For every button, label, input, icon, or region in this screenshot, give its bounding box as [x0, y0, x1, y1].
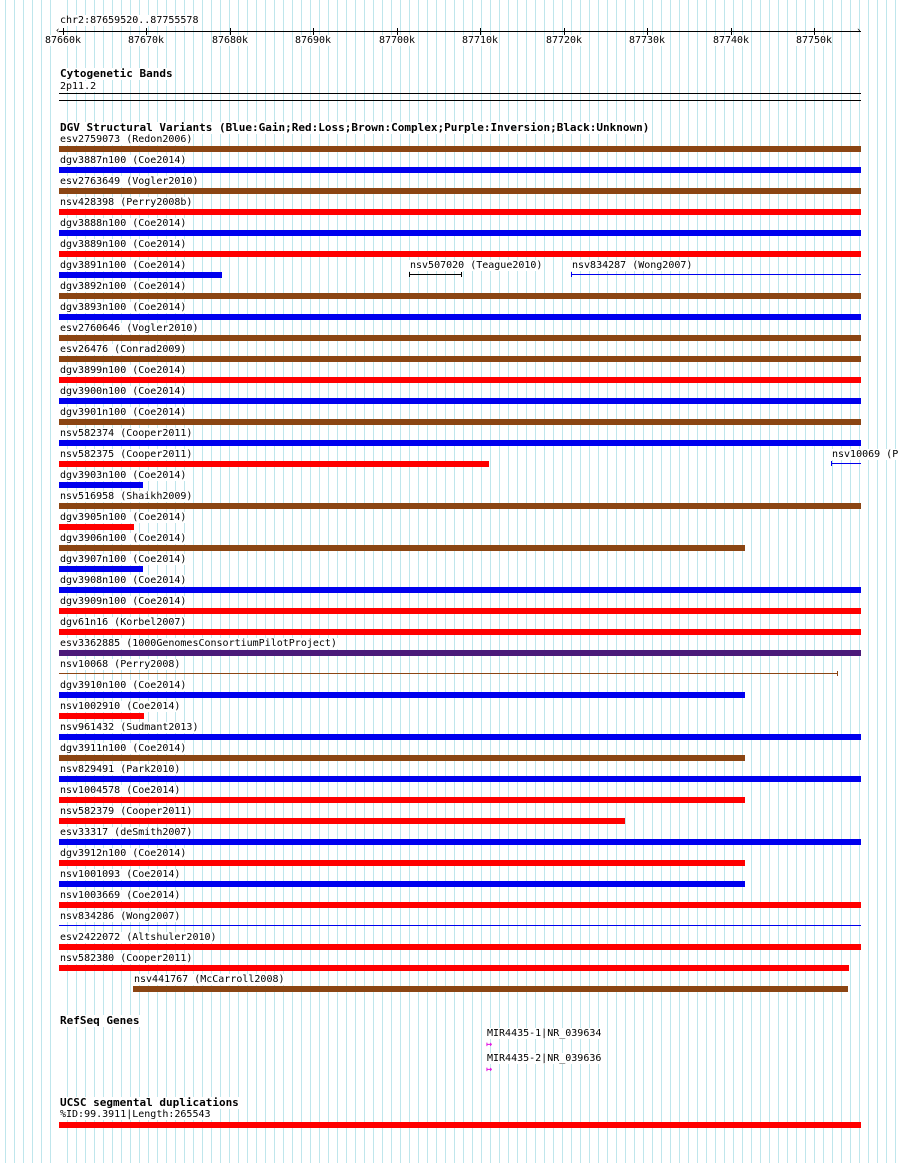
dgv-feature-label[interactable]: esv33317 (deSmith2007): [60, 827, 193, 838]
ruler-right-arrow-icon: ›: [856, 26, 862, 36]
dgv-feature-bar[interactable]: [59, 209, 861, 215]
dgv-feature-bar[interactable]: [59, 377, 861, 383]
dgv-feature-label[interactable]: esv2759073 (Redon2006): [60, 134, 193, 145]
refseq-track-title[interactable]: RefSeq Genes: [60, 1014, 140, 1027]
dgv-feature-label[interactable]: nsv441767 (McCarroll2008): [134, 974, 285, 985]
dgv-feature-bar[interactable]: [59, 965, 849, 971]
dgv-feature-bar[interactable]: [59, 524, 134, 530]
dgv-feature-label[interactable]: dgv3908n100 (Coe2014): [60, 575, 187, 586]
dgv-feature-bar[interactable]: [59, 482, 143, 488]
dgv-feature-label[interactable]: dgv3891n100 (Coe2014): [60, 260, 187, 271]
dgv-feature-label[interactable]: dgv3900n100 (Coe2014): [60, 386, 187, 397]
dgv-feature-endcap: [409, 272, 410, 277]
dgv-feature-bar[interactable]: [59, 944, 861, 950]
dgv-feature-bar[interactable]: [59, 860, 745, 866]
dgv-feature-bar[interactable]: [59, 587, 861, 593]
ruler-tick: [814, 28, 815, 35]
ruler-left-arrow-icon: ‹: [55, 26, 61, 36]
dgv-feature-label[interactable]: nsv834287 (Wong2007): [572, 260, 693, 271]
ruler-tick: [564, 28, 565, 35]
ruler-tick-label: 87740k: [712, 35, 750, 46]
cytoband-track-title[interactable]: Cytogenetic Bands: [60, 67, 173, 80]
dgv-feature-bar[interactable]: [59, 839, 861, 845]
dgv-feature-label[interactable]: dgv3903n100 (Coe2014): [60, 470, 187, 481]
dgv-feature-label[interactable]: nsv1004578 (Coe2014): [60, 785, 181, 796]
dgv-feature-label[interactable]: esv26476 (Conrad2009): [60, 344, 187, 355]
dgv-feature-label[interactable]: dgv3906n100 (Coe2014): [60, 533, 187, 544]
ruler-tick: [146, 28, 147, 35]
dgv-feature-bar[interactable]: [59, 188, 861, 194]
ruler-tick-label: 87660k: [44, 35, 82, 46]
dgv-feature-label[interactable]: esv3362885 (1000GenomesConsortiumPilotProject): [60, 638, 337, 649]
dgv-feature-label[interactable]: nsv582380 (Cooper2011): [60, 953, 193, 964]
dgv-feature-label[interactable]: nsv582375 (Cooper2011): [60, 449, 193, 460]
dgv-track-title[interactable]: DGV Structural Variants (Blue:Gain;Red:Loss;Brown:Complex;Purple:Inversion;Black:Unknown): [60, 121, 650, 134]
dgv-feature-line[interactable]: [571, 274, 861, 275]
ruler-range-label: chr2:87659520..87755578: [60, 15, 199, 26]
dgv-feature-bar[interactable]: [59, 335, 861, 341]
dgv-feature-label[interactable]: nsv507020 (Teague2010): [410, 260, 543, 271]
dgv-feature-line[interactable]: [409, 274, 461, 275]
refseq-gene-label[interactable]: MIR4435-2|NR_039636: [487, 1053, 602, 1064]
dgv-feature-bar[interactable]: [59, 734, 861, 740]
dgv-feature-label[interactable]: esv2760646 (Vogler2010): [60, 323, 199, 334]
ruler-tick: [313, 28, 314, 35]
dgv-feature-bar[interactable]: [59, 545, 745, 551]
dgv-feature-bar[interactable]: [59, 629, 861, 635]
dgv-feature-label[interactable]: dgv3889n100 (Coe2014): [60, 239, 187, 250]
dgv-feature-bar[interactable]: [59, 713, 144, 719]
dgv-feature-bar[interactable]: [59, 230, 861, 236]
ruler-tick-label: 87730k: [628, 35, 666, 46]
segdup-track-title[interactable]: UCSC segmental duplications: [60, 1096, 239, 1109]
dgv-feature-label[interactable]: nsv10068 (Perry2008): [60, 659, 181, 670]
ruler-tick: [480, 28, 481, 35]
dgv-feature-label[interactable]: nsv961432 (Sudmant2013): [60, 722, 199, 733]
dgv-feature-label[interactable]: dgv3912n100 (Coe2014): [60, 848, 187, 859]
dgv-feature-endcap: [831, 461, 832, 466]
dgv-feature-bar[interactable]: [59, 251, 861, 257]
dgv-feature-label[interactable]: dgv3909n100 (Coe2014): [60, 596, 187, 607]
dgv-feature-bar[interactable]: [59, 503, 861, 509]
dgv-feature-bar[interactable]: [59, 314, 861, 320]
dgv-feature-endcap: [571, 272, 572, 277]
ruler-tick-label: 87670k: [127, 35, 165, 46]
cytoband-label: 2p11.2: [60, 81, 97, 92]
ruler-tick-label: 87710k: [461, 35, 499, 46]
dgv-feature-bar[interactable]: [59, 902, 861, 908]
dgv-feature-label[interactable]: dgv3892n100 (Coe2014): [60, 281, 187, 292]
dgv-feature-line[interactable]: [59, 925, 861, 926]
dgv-feature-label[interactable]: nsv428398 (Perry2008b): [60, 197, 193, 208]
ruler-tick-label: 87700k: [378, 35, 416, 46]
gene-strand-arrow-icon[interactable]: ↦: [486, 1039, 493, 1050]
dgv-feature-label[interactable]: dgv3905n100 (Coe2014): [60, 512, 187, 523]
dgv-feature-bar[interactable]: [59, 293, 861, 299]
dgv-feature-bar[interactable]: [59, 272, 222, 278]
ruler-axis-line: [59, 31, 861, 32]
dgv-feature-label[interactable]: nsv10069 (P: [832, 449, 899, 460]
dgv-feature-label[interactable]: nsv1003669 (Coe2014): [60, 890, 181, 901]
dgv-feature-bar[interactable]: [59, 419, 861, 425]
cytoband-bar-top: [59, 93, 861, 94]
dgv-feature-label[interactable]: nsv582374 (Cooper2011): [60, 428, 193, 439]
dgv-feature-label[interactable]: dgv61n16 (Korbel2007): [60, 617, 187, 628]
dgv-feature-bar[interactable]: [59, 461, 489, 467]
dgv-feature-bar[interactable]: [59, 356, 861, 362]
cytoband-bar-bottom: [59, 100, 861, 101]
dgv-feature-endcap: [837, 671, 838, 676]
dgv-feature-bar[interactable]: [59, 692, 745, 698]
ruler-tick-label: 87750k: [795, 35, 833, 46]
dgv-feature-bar[interactable]: [59, 650, 861, 656]
ruler-tick: [647, 28, 648, 35]
dgv-feature-label[interactable]: nsv829491 (Park2010): [60, 764, 181, 775]
refseq-gene-label[interactable]: MIR4435-1|NR_039634: [487, 1028, 602, 1039]
dgv-feature-label[interactable]: dgv3888n100 (Coe2014): [60, 218, 187, 229]
dgv-feature-bar[interactable]: [59, 818, 625, 824]
dgv-feature-label[interactable]: dgv3910n100 (Coe2014): [60, 680, 187, 691]
dgv-feature-label[interactable]: dgv3901n100 (Coe2014): [60, 407, 187, 418]
segdup-feature-label[interactable]: %ID:99.3911|Length:265543: [60, 1109, 211, 1120]
dgv-feature-label[interactable]: nsv1001093 (Coe2014): [60, 869, 181, 880]
segdup-feature-bar[interactable]: [59, 1122, 861, 1128]
ruler-tick: [731, 28, 732, 35]
dgv-feature-label[interactable]: nsv516958 (Shaikh2009): [60, 491, 193, 502]
dgv-feature-label[interactable]: dgv3887n100 (Coe2014): [60, 155, 187, 166]
dgv-feature-bar[interactable]: [59, 776, 861, 782]
dgv-feature-label[interactable]: esv2422072 (Altshuler2010): [60, 932, 217, 943]
dgv-feature-bar[interactable]: [59, 755, 745, 761]
dgv-feature-label[interactable]: nsv582379 (Cooper2011): [60, 806, 193, 817]
dgv-feature-label[interactable]: esv2763649 (Vogler2010): [60, 176, 199, 187]
ruler-tick-label: 87680k: [211, 35, 249, 46]
dgv-feature-label[interactable]: dgv3899n100 (Coe2014): [60, 365, 187, 376]
dgv-feature-label[interactable]: nsv834286 (Wong2007): [60, 911, 181, 922]
dgv-feature-bar[interactable]: [59, 167, 861, 173]
dgv-feature-bar[interactable]: [59, 566, 143, 572]
ruler-tick-label: 87690k: [294, 35, 332, 46]
dgv-feature-bar[interactable]: [59, 398, 861, 404]
ruler-tick: [230, 28, 231, 35]
dgv-feature-endcap: [461, 272, 462, 277]
dgv-feature-bar[interactable]: [59, 881, 745, 887]
dgv-feature-bar[interactable]: [59, 146, 861, 152]
dgv-feature-line[interactable]: [59, 673, 837, 674]
dgv-feature-label[interactable]: dgv3893n100 (Coe2014): [60, 302, 187, 313]
dgv-feature-bar[interactable]: [133, 986, 848, 992]
ruler-tick: [397, 28, 398, 35]
dgv-feature-bar[interactable]: [59, 440, 861, 446]
dgv-feature-bar[interactable]: [59, 608, 861, 614]
dgv-feature-bar[interactable]: [59, 797, 745, 803]
dgv-feature-label[interactable]: dgv3911n100 (Coe2014): [60, 743, 187, 754]
ruler-tick: [63, 28, 64, 35]
ruler-tick-label: 87720k: [545, 35, 583, 46]
dgv-feature-label[interactable]: dgv3907n100 (Coe2014): [60, 554, 187, 565]
dgv-feature-label[interactable]: nsv1002910 (Coe2014): [60, 701, 181, 712]
dgv-feature-line[interactable]: [831, 463, 861, 464]
gene-strand-arrow-icon[interactable]: ↦: [486, 1064, 493, 1075]
